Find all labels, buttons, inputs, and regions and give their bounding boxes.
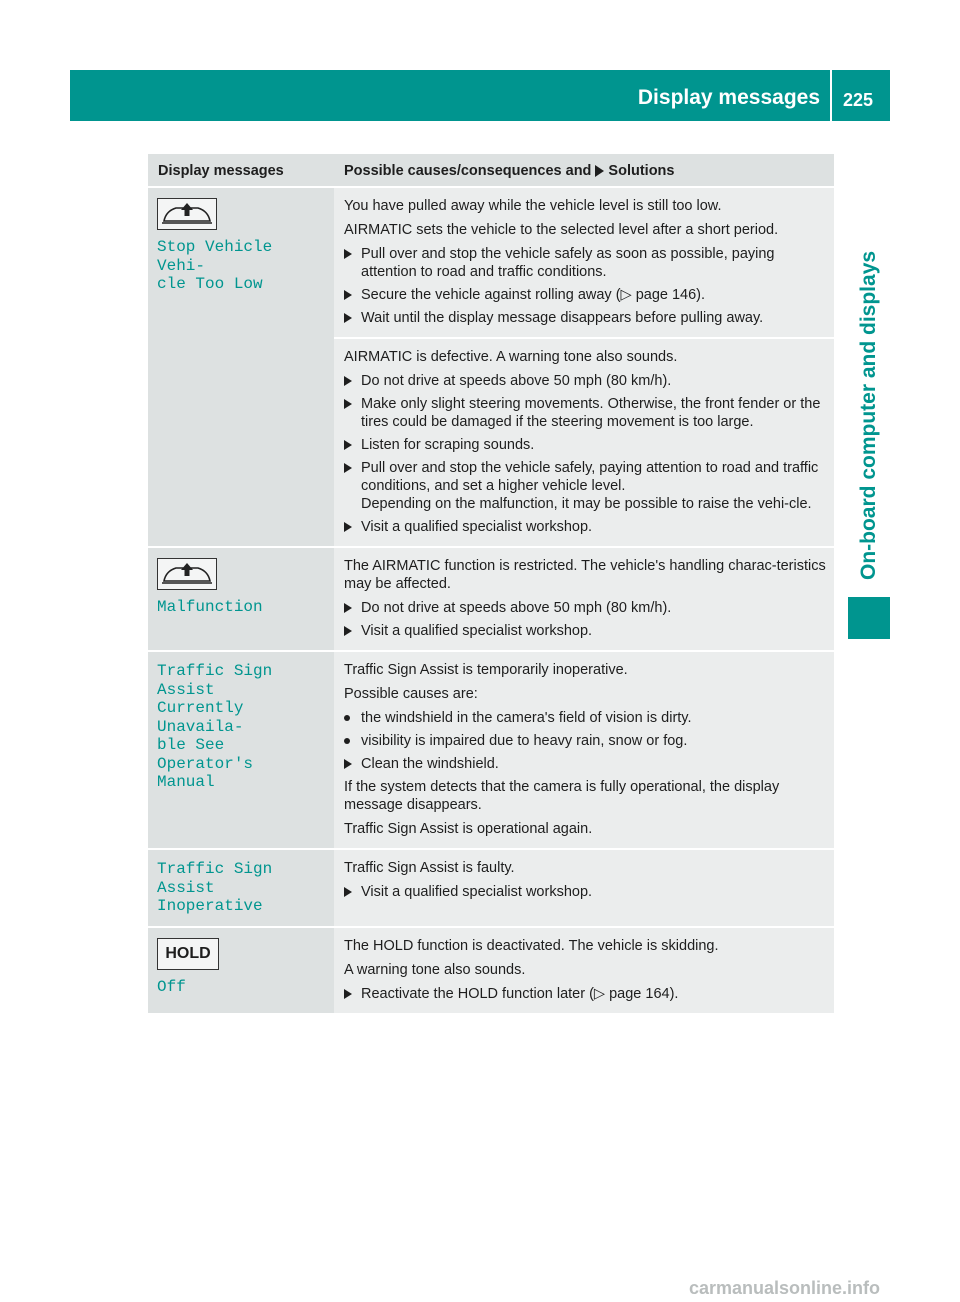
paragraph: If the system detects that the camera is fully operational, the display message disappears. [344,779,780,813]
section-title: Display messages [637,86,820,109]
column-header-messages: Display messages [158,163,284,179]
arrow-right-icon [344,245,361,281]
item-text: the windshield in the camera's field of vision is dirty. [361,710,692,726]
arrow-right-icon [595,165,604,177]
solution-block [334,652,834,848]
solution-cell [334,928,834,1013]
hold-icon: HOLD [157,938,219,970]
page-header [70,70,890,121]
table-row [148,650,834,848]
instruction-step [344,372,826,390]
chapter-marker [848,597,890,639]
display-message-text: Traffic Sign Assist Currently Unavaila‐ ble See Operator's Manual [157,662,273,791]
message-cell [148,548,334,650]
bullet-icon [344,732,361,750]
solution-cell [334,188,834,546]
table-row [148,186,834,546]
arrow-right-icon [344,622,361,640]
item-text: Reactivate the HOLD function later (▷ page 164). [361,985,679,1002]
paragraph: Traffic Sign Assist is temporarily inoperative. [344,662,628,678]
car-level-up-icon [157,558,217,590]
column-header-solutions [334,154,834,186]
instruction-step [344,755,826,773]
solution-cell [334,652,834,848]
paragraph: AIRMATIC sets the vehicle to the selected level after a short period. [344,222,779,238]
message-cell [148,850,334,926]
solution-cell [334,548,834,650]
instruction-step [344,436,826,454]
table-header [148,154,834,186]
solution-block [334,337,834,546]
arrow-right-icon [344,755,361,773]
header-divider [830,70,832,121]
bullet-item [344,732,826,750]
item-text: visibility is impaired due to heavy rain, snow or fog. [361,733,688,749]
paragraph: Traffic Sign Assist is faulty. [344,860,515,876]
solution-block [334,850,834,911]
arrow-right-icon [344,599,361,617]
item-text: Pull over and stop the vehicle safely as soon as possible, paying attention to road and traffic conditions. [361,246,775,280]
item-text: Visit a qualified specialist workshop. [361,623,593,639]
car-level-up-icon [157,198,217,230]
arrow-right-icon [344,372,361,390]
display-message-text: Malfunction [157,598,263,616]
arrow-right-icon [344,459,361,513]
solution-block [334,548,834,650]
display-messages-table [148,154,834,1013]
item-text: Visit a qualified specialist workshop. [361,884,593,900]
column-header-solutions-label: Solutions [608,163,675,179]
item-text: Secure the vehicle against rolling away (▷ page 146). [361,287,706,303]
solution-cell [334,850,834,926]
item-text: Visit a qualified specialist workshop. [361,519,593,535]
solution-block [334,928,834,1013]
arrow-right-icon [344,985,361,1003]
chapter-tab [848,140,890,580]
instruction-step [344,883,826,901]
instruction-step [344,395,826,431]
arrow-right-icon [344,395,361,431]
arrow-right-icon [344,436,361,454]
instruction-step [344,599,826,617]
instruction-step [344,518,826,536]
message-cell [148,928,334,1013]
table-row [148,848,834,926]
display-message-text: Off [157,977,186,996]
instruction-step [344,286,826,304]
bullet-icon [344,709,361,727]
paragraph: Traffic Sign Assist is operational again. [344,821,593,837]
footer-watermark: carmanualsonline.info [689,1278,881,1298]
table-row [148,546,834,650]
arrow-right-icon [344,286,361,304]
paragraph: AIRMATIC is defective. A warning tone also sounds. [344,349,678,365]
arrow-right-icon [344,883,361,901]
column-header-causes: Possible causes/consequences and [344,163,592,179]
item-text: Wait until the display message disappears before pulling away. [361,310,764,326]
table-body [148,186,834,1013]
item-text: Pull over and stop the vehicle safely, paying attention to road and traffic conditions, and set a higher vehicle level. Depending on the malfunction, it may be possible to raise the vehi-cle. [361,460,819,512]
bullet-item [344,709,826,727]
item-text: Make only slight steering movements. Otherwise, the front fender or the tires could be damaged if the steering movement is too large. [361,396,821,430]
instruction-step [344,245,826,281]
chapter-tab-label: On-board computer and displays [857,250,880,580]
display-message-text: Stop Vehicle Vehi‐ cle Too Low [157,238,273,293]
table-row [148,926,834,1013]
paragraph: You have pulled away while the vehicle level is still too low. [344,198,722,214]
item-text: Do not drive at speeds above 50 mph (80 km/h). [361,600,672,616]
arrow-right-icon [344,309,361,327]
paragraph: A warning tone also sounds. [344,961,526,978]
paragraph: The HOLD function is deactivated. The vehicle is skidding. [344,937,719,954]
paragraph: The AIRMATIC function is restricted. The vehicle's handling charac-teristics may be affected. [344,558,826,592]
item-text: Listen for scraping sounds. [361,437,535,453]
item-text: Clean the windshield. [361,756,499,772]
instruction-step [344,622,826,640]
instruction-step [344,459,826,513]
solution-block [334,188,834,337]
message-cell [148,652,334,848]
message-cell [148,188,334,546]
page-number: 225 [843,90,874,110]
item-text: Do not drive at speeds above 50 mph (80 km/h). [361,373,672,389]
paragraph: Possible causes are: [344,686,478,702]
display-message-text: Traffic Sign Assist Inoperative [157,860,273,915]
arrow-right-icon [344,518,361,536]
instruction-step [344,309,826,327]
instruction-step [344,985,826,1003]
